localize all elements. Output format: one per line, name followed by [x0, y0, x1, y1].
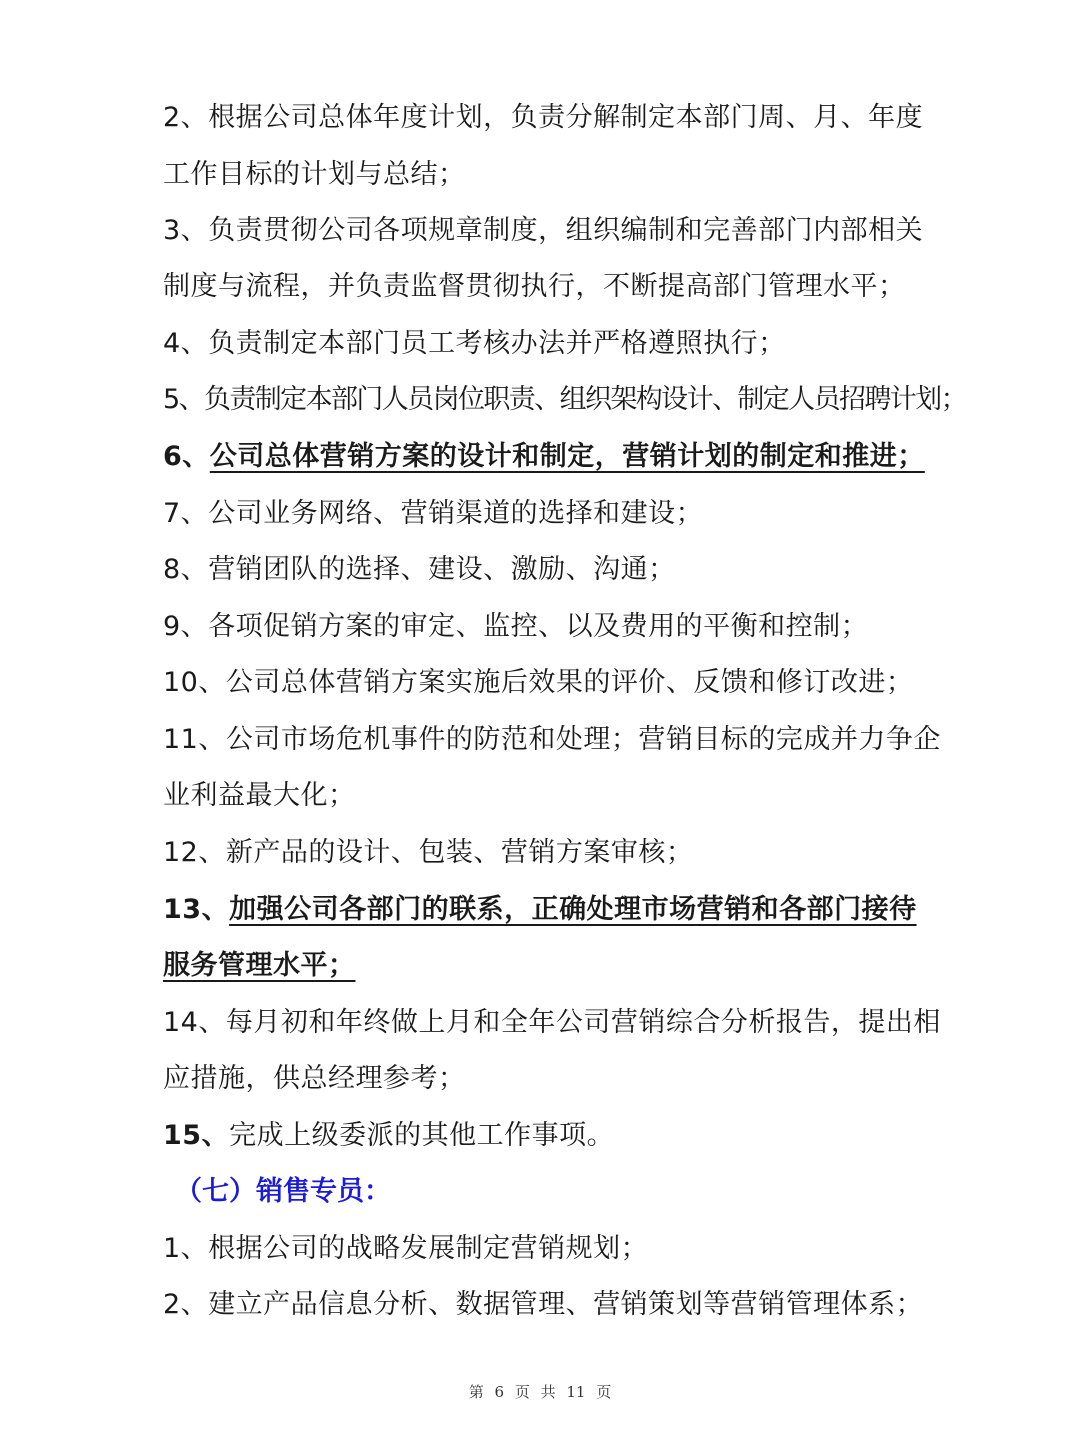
- list-item-9: [163, 607, 923, 647]
- item-number: 1、: [163, 1233, 209, 1264]
- item-number: 13、: [163, 894, 230, 925]
- list-item-2-line1: [163, 98, 923, 138]
- list-item-4: [163, 324, 923, 364]
- sales-item-1: [163, 1229, 923, 1269]
- list-item-7: [163, 494, 923, 534]
- item-number: 6、: [163, 441, 210, 472]
- list-item-10: [163, 663, 923, 703]
- list-item-6-emphasized: [163, 437, 923, 477]
- item-number: 7、: [163, 498, 209, 529]
- item-number: 14、: [163, 1007, 226, 1038]
- list-item-13-line2-emphasized: [163, 946, 923, 986]
- list-item-3-line1: [163, 211, 923, 251]
- item-number: 10、: [163, 667, 226, 698]
- item-text: 业利益最大化；: [163, 780, 356, 811]
- item-text: 公司业务网络、营销渠道的选择和建设；: [208, 498, 704, 529]
- item-text: 工作目标的计划与总结；: [163, 159, 466, 190]
- list-item-14-line1: [163, 1003, 941, 1043]
- item-text: 公司市场危机事件的防范和处理；营销目标的完成并力争企: [225, 724, 941, 755]
- list-item-8: [163, 550, 923, 590]
- item-text: 根据公司的战略发展制定营销规划；: [208, 1233, 649, 1264]
- item-text: 建立产品信息分析、数据管理、营销策划等营销管理体系；: [208, 1289, 924, 1320]
- item-text: 各项促销方案的审定、监控、以及费用的平衡和控制；: [208, 611, 869, 642]
- list-item-2-line2: [163, 155, 923, 195]
- item-text: 负责制定本部门人员岗位职责、组织架构设计、制定人员招聘计划；: [203, 384, 966, 415]
- page-number-footer: 第 6 页 共 11 页: [468, 1383, 612, 1401]
- item-text: 新产品的设计、包装、营销方案审核；: [225, 837, 694, 868]
- item-number: 15、: [163, 1120, 230, 1151]
- item-number: 5、: [163, 384, 204, 415]
- item-number: 2、: [163, 102, 209, 133]
- list-item-15: [163, 1116, 923, 1156]
- list-item-14-line2: [163, 1059, 923, 1099]
- list-item-11-line1: [163, 720, 941, 760]
- item-number: 4、: [163, 328, 209, 359]
- list-item-5: [163, 380, 966, 420]
- item-text: 负责制定本部门员工考核办法并严格遵照执行；: [208, 328, 786, 359]
- item-number: 3、: [163, 215, 209, 246]
- item-number: 9、: [163, 611, 209, 642]
- item-text: 完成上级委派的其他工作事项。: [229, 1120, 615, 1151]
- item-text: 根据公司总体年度计划，负责分解制定本部门周、月、年度: [208, 102, 924, 133]
- sales-item-2: [163, 1285, 923, 1325]
- list-item-11-line2: [163, 776, 923, 816]
- list-item-12: [163, 833, 923, 873]
- item-number: 12、: [163, 837, 226, 868]
- item-text-underlined: 加强公司各部门的联系，正确处理市场营销和各部门接待: [229, 894, 917, 925]
- item-number: 2、: [163, 1289, 209, 1320]
- list-item-13-line1-emphasized: [163, 890, 923, 930]
- list-item-3-line2: [163, 267, 923, 307]
- item-text-underlined: 服务管理水平；: [163, 950, 356, 981]
- item-text: 负责贯彻公司各项规章制度，组织编制和完善部门内部相关: [208, 215, 924, 246]
- item-text: 营销团队的选择、建设、激励、沟通；: [208, 554, 676, 585]
- item-text: 应措施，供总经理参考；: [163, 1063, 466, 1094]
- section-heading-sales-specialist: （七）销售专员：: [175, 1176, 391, 1207]
- item-text: 制度与流程，并负责监督贯彻执行，不断提高部门管理水平；: [163, 271, 906, 302]
- item-text-underlined: 公司总体营销方案的设计和制定，营销计划的制定和推进；: [209, 441, 925, 472]
- item-text: 公司总体营销方案实施后效果的评价、反馈和修订改进；: [225, 667, 914, 698]
- item-number: 11、: [163, 724, 226, 755]
- item-number: 8、: [163, 554, 209, 585]
- item-text: 每月初和年终做上月和全年公司营销综合分析报告，提出相: [225, 1007, 941, 1038]
